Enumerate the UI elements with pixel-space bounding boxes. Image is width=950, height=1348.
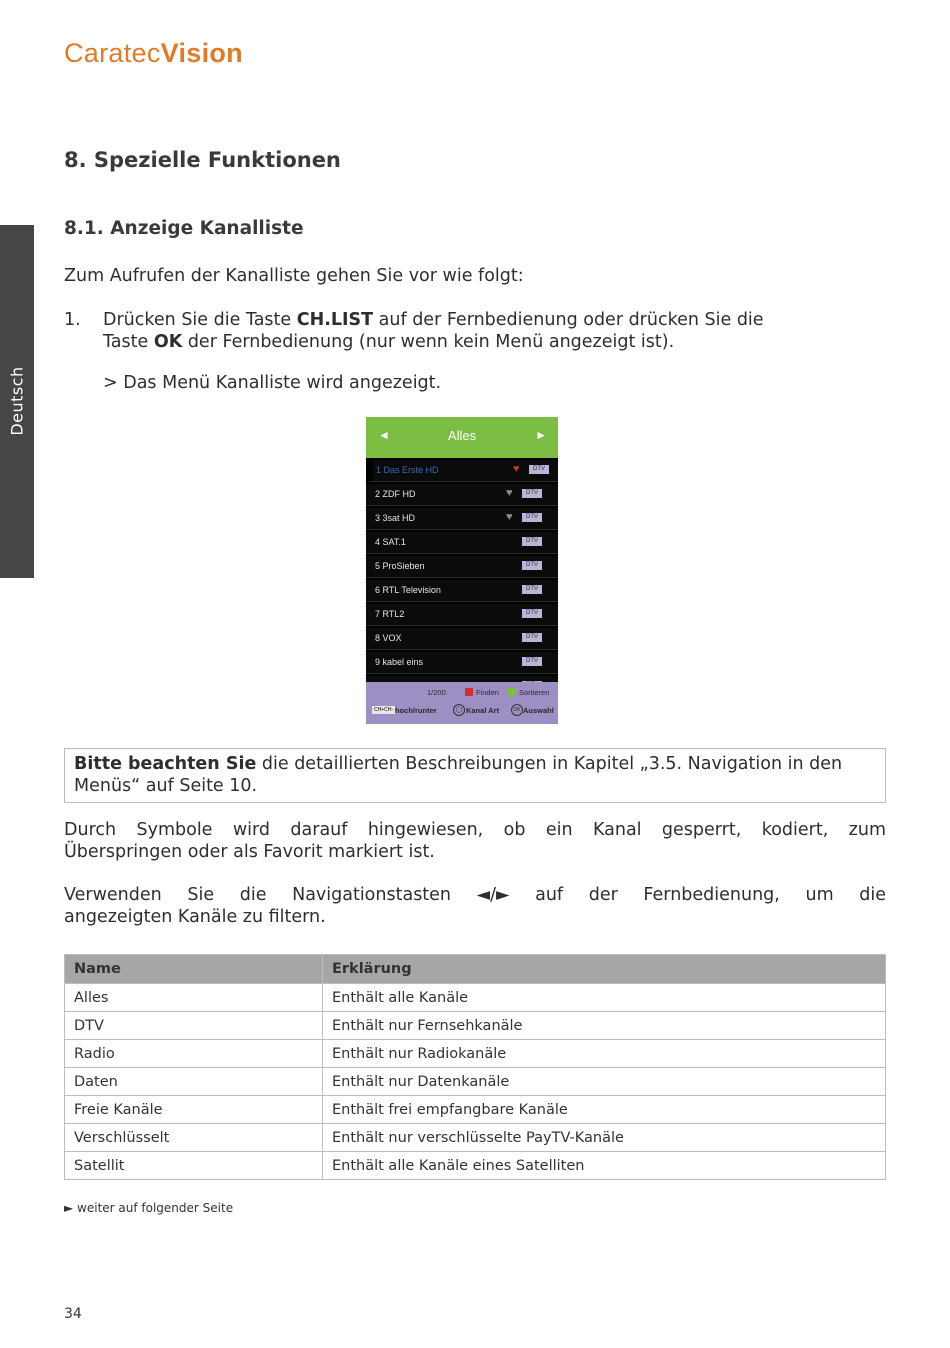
channel-list-header <box>366 417 558 458</box>
ok-key-icon: OK <box>511 704 523 716</box>
step-result: > Das Menü Kanalliste wird angezeigt. <box>103 373 442 393</box>
channel-label: 5 ProSieben <box>375 561 425 571</box>
cell-name: Verschlüsselt <box>65 1124 323 1152</box>
note-box <box>64 748 886 803</box>
dtv-badge: DTV <box>529 465 549 474</box>
dtv-badge: DTV <box>522 657 542 666</box>
dtv-badge: DTV <box>522 561 542 570</box>
table-row <box>65 984 886 1012</box>
channel-list-filter-title: Alles <box>447 428 477 443</box>
step-text: Drücken Sie die Taste <box>103 310 297 330</box>
cell-explanation: Enthält frei empfangbare Kanäle <box>323 1096 886 1124</box>
cell-explanation: Enthält nur Fernsehkanäle <box>323 1012 886 1040</box>
language-label: Deutsch <box>7 366 27 436</box>
select-label: Auswahl <box>523 706 554 715</box>
language-side-tab <box>0 225 34 578</box>
channel-label: 2 ZDF HD <box>375 489 416 499</box>
step-text: der Fernbedienung (nur wenn kein Menü angezeigt ist). <box>182 332 675 352</box>
favorite-heart-icon: ♥ <box>506 487 513 499</box>
dtv-badge: DTV <box>522 489 542 498</box>
dtv-badge: DTV <box>522 537 542 546</box>
channel-row <box>366 484 558 506</box>
cell-explanation: Enthält alle Kanäle eines Satelliten <box>323 1152 886 1180</box>
channel-row <box>366 532 558 554</box>
filter-table <box>64 954 886 1180</box>
cell-name: Daten <box>65 1068 323 1096</box>
channel-row <box>366 508 558 530</box>
cell-name: DTV <box>65 1012 323 1040</box>
brand-name-part1: Caratec <box>64 38 161 68</box>
chapter-heading: 8. Spezielle Funktionen <box>64 148 341 172</box>
step-text: auf der Fernbedienung oder drücken Sie die <box>373 310 764 330</box>
arrow-left-icon: ◄ <box>378 428 390 442</box>
cell-explanation: Enthält nur verschlüsselte PayTV-Kanäle <box>323 1124 886 1152</box>
cell-explanation: Enthält nur Datenkanäle <box>323 1068 886 1096</box>
page-number: 34 <box>64 1306 82 1322</box>
channel-list <box>366 460 558 698</box>
channel-type-key-icon: ◯ <box>453 704 465 716</box>
paragraph-line: Verwenden Sie die Navigationstasten ◄/► auf der Fernbedienung, um die <box>64 885 886 905</box>
table-row <box>65 1152 886 1180</box>
page-indicator: 1/200 <box>427 688 446 697</box>
table-header-row <box>65 955 886 984</box>
column-header-name: Name <box>65 955 323 984</box>
intro-text: Zum Aufrufen der Kanalliste gehen Sie vor wie folgt: <box>64 266 524 286</box>
continue-note: ► weiter auf folgender Seite <box>64 1201 234 1215</box>
channel-label: 8 VOX <box>375 633 402 643</box>
cell-name: Alles <box>65 984 323 1012</box>
sort-label: Sortieren <box>519 688 550 697</box>
channel-label: 6 RTL Television <box>375 585 441 595</box>
step-number: 1. <box>64 310 81 330</box>
paragraph-line: Überspringen oder als Favorit markiert ist. <box>64 842 435 862</box>
channel-list-footer <box>366 682 558 724</box>
dtv-badge: DTV <box>522 585 542 594</box>
table-row <box>65 1012 886 1040</box>
channel-label: 4 SAT.1 <box>375 537 406 547</box>
paragraph-line: angezeigten Kanäle zu filtern. <box>64 907 326 927</box>
favorite-heart-icon: ♥ <box>506 511 513 523</box>
table-row <box>65 1124 886 1152</box>
key-chlist: CH.LIST <box>296 310 374 330</box>
cell-name: Freie Kanäle <box>65 1096 323 1124</box>
column-header-explanation: Erklärung <box>323 955 886 984</box>
channel-row <box>366 556 558 578</box>
key-ok: OK <box>153 332 183 352</box>
updown-label: hoch/runter <box>395 706 437 715</box>
dtv-badge: DTV <box>522 609 542 618</box>
find-label: Finden <box>476 688 499 697</box>
channel-label: 1 Das Erste HD <box>376 465 439 475</box>
channel-label: 7 RTL2 <box>375 609 405 619</box>
table-row <box>65 1068 886 1096</box>
channel-type-label: Kanal Art <box>466 706 500 715</box>
red-key-icon <box>465 688 473 696</box>
favorite-heart-icon: ♥ <box>513 463 520 475</box>
channel-row <box>366 580 558 602</box>
paragraph-line: Durch Symbole wird darauf hingewiesen, ob ein Kanal gesperrt, kodiert, zum <box>64 820 886 840</box>
ch-key-icon: CH+CH- <box>374 707 394 713</box>
cell-explanation: Enthält alle Kanäle <box>323 984 886 1012</box>
channel-row <box>366 460 558 482</box>
channel-row <box>366 628 558 650</box>
cell-name: Satellit <box>65 1152 323 1180</box>
arrow-right-icon: ► <box>535 428 547 442</box>
channel-row <box>366 604 558 626</box>
note-text: die detaillierten Beschreibungen in Kapitel „3.5. Navigation in den Menüs“ auf Seite 10. <box>74 754 843 796</box>
channel-label: 3 3sat HD <box>375 513 416 523</box>
step-line-1 <box>103 309 764 331</box>
brand-name-part2: Vision <box>160 38 243 68</box>
channel-label: 9 kabel eins <box>375 657 424 667</box>
cell-name: Radio <box>65 1040 323 1068</box>
section-heading: 8.1. Anzeige Kanalliste <box>64 218 304 239</box>
note-bold: Bitte beachten Sie <box>74 754 257 774</box>
dtv-badge: DTV <box>522 633 542 642</box>
brand-logo <box>64 38 243 69</box>
cell-explanation: Enthält nur Radiokanäle <box>323 1040 886 1068</box>
dtv-badge: DTV <box>522 513 542 522</box>
table-row <box>65 1040 886 1068</box>
channel-row <box>366 652 558 674</box>
step-line-2 <box>103 331 674 353</box>
green-key-icon <box>508 688 516 696</box>
step-text: Taste <box>103 332 154 352</box>
table-row <box>65 1096 886 1124</box>
channel-list-screenshot <box>366 417 558 724</box>
